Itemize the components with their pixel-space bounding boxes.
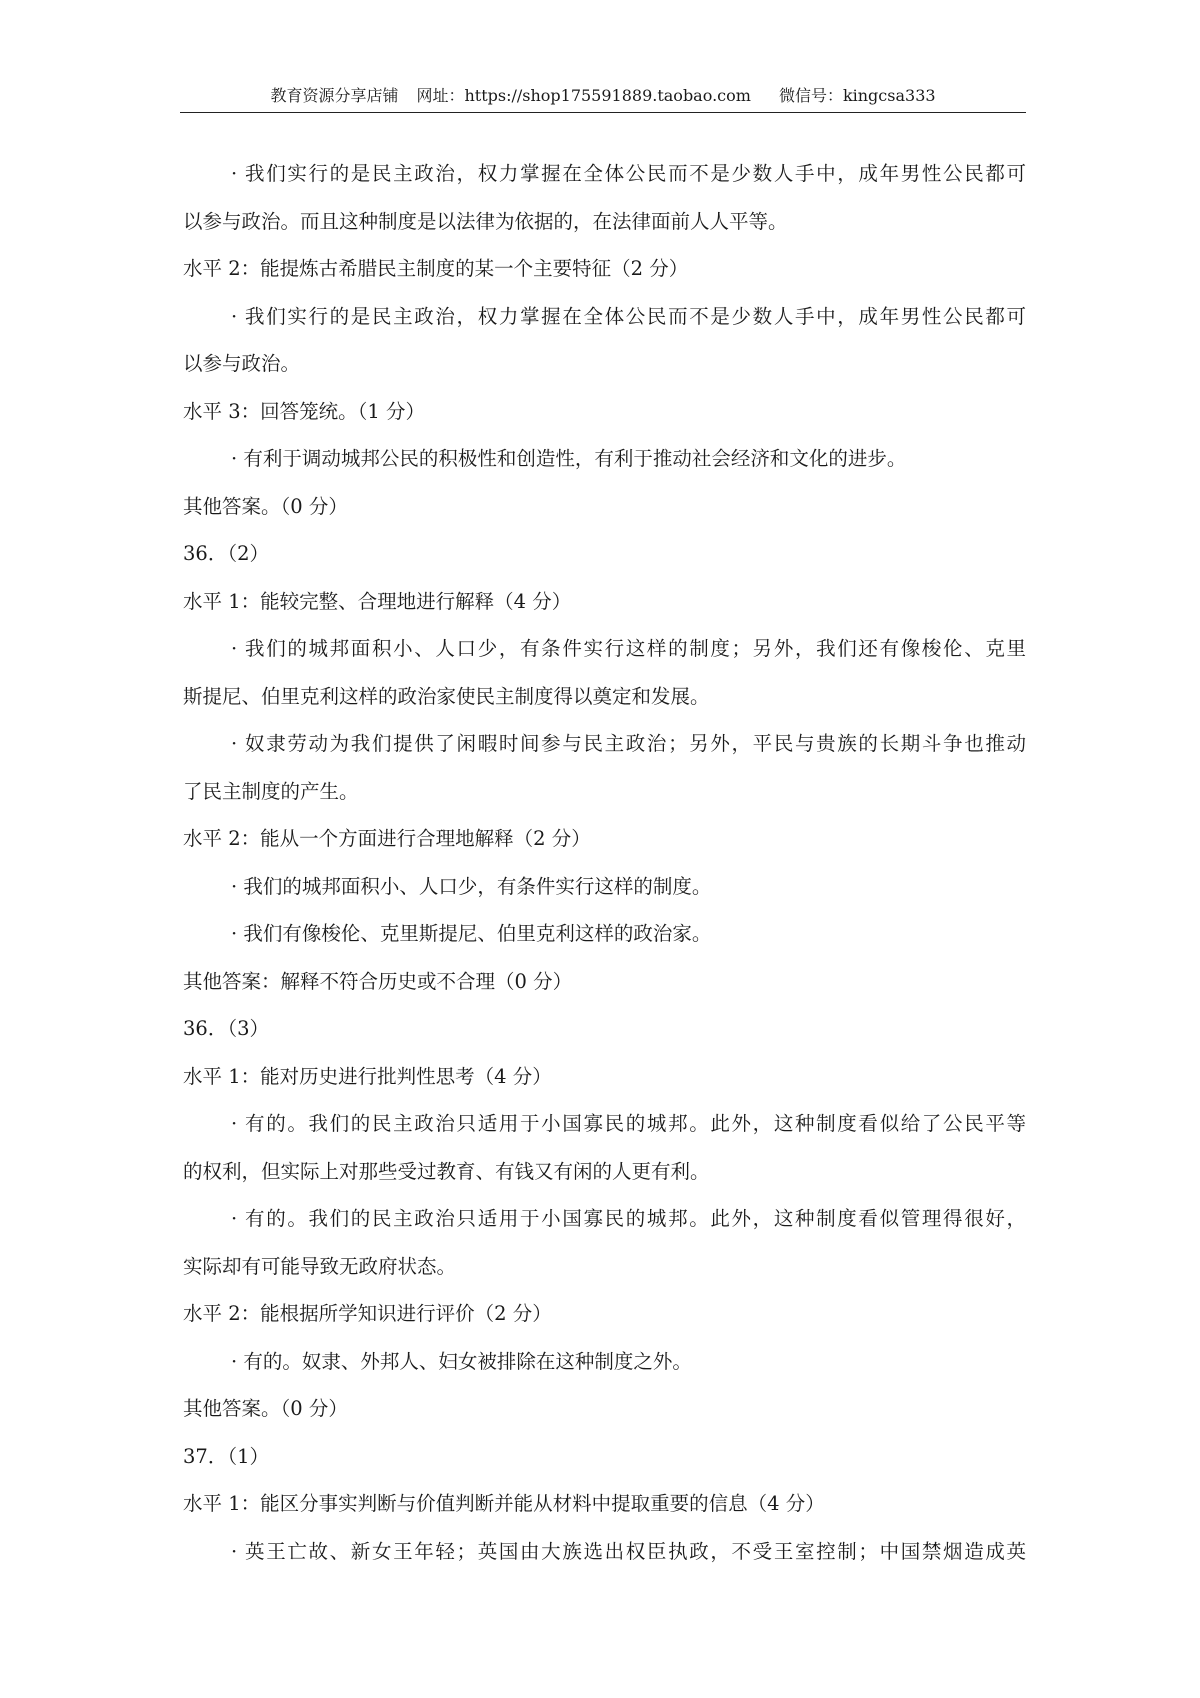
level-heading: 水平 2：能根据所学知识进行评价（2 分）: [183, 1302, 552, 1325]
bullet-text-line: · 我们实行的是民主政治，权力掌握在全体公民而不是少数人手中，成年男性公民都可: [231, 162, 1026, 185]
level-heading: 水平 1：能较完整、合理地进行解释（4 分）: [183, 589, 572, 613]
continuation-text-line: 以参与政治。: [183, 352, 301, 375]
bullet-text-line: · 我们的城邦面积小、人口少，有条件实行这样的制度。: [231, 874, 712, 898]
question-number: 36．（2）: [183, 542, 269, 565]
bullet-text-line: · 有的。奴隶、外邦人、妇女被排除在这种制度之外。: [231, 1349, 692, 1373]
continuation-text-line: 了民主制度的产生。: [183, 779, 359, 803]
bullet-text-line: · 有的。我们的民主政治只适用于小国寡民的城邦。此外，这种制度看似给了公民平等: [231, 1112, 1026, 1135]
level-heading: 水平 1：能区分事实判断与价值判断并能从材料中提取重要的信息（4 分）: [183, 1492, 825, 1515]
bullet-text-line: · 奴隶劳动为我们提供了闲暇时间参与民主政治；另外，平民与贵族的长期斗争也推动: [231, 732, 1026, 755]
bullet-text-line: · 英王亡故、新女王年轻；英国由大族选出权臣执政，不受王室控制；中国禁烟造成英: [231, 1539, 1026, 1563]
question-number: 37．（1）: [183, 1444, 269, 1468]
bullet-text-line: · 我们的城邦面积小、人口少，有条件实行这样的制度；另外，我们还有像梭伦、克里: [231, 637, 1026, 660]
continuation-text-line: 以参与政治。而且这种制度是以法律为依据的，在法律面前人人平等。: [183, 209, 788, 233]
bullet-text-line: · 有利于调动城邦公民的积极性和创造性，有利于推动社会经济和文化的进步。: [231, 447, 907, 470]
header-shop-url: 网址：https://shop175591889.taobao.com: [416, 86, 751, 105]
continuation-text-line: 斯提尼、伯里克利这样的政治家使民主制度得以奠定和发展。: [183, 684, 710, 708]
bullet-text-line: · 我们实行的是民主政治，权力掌握在全体公民而不是少数人手中，成年男性公民都可: [231, 304, 1026, 328]
other-answers-line: 其他答案。（0 分）: [183, 494, 348, 518]
level-heading: 水平 2：能从一个方面进行合理地解释（2 分）: [183, 827, 591, 850]
level-heading: 水平 2：能提炼古希腊民主制度的某一个主要特征（2 分）: [183, 257, 689, 280]
level-heading: 水平 1：能对历史进行批判性思考（4 分）: [183, 1064, 552, 1088]
continuation-text-line: 实际却有可能导致无政府状态。: [183, 1254, 457, 1278]
bullet-text-line: · 有的。我们的民主政治只适用于小国寡民的城邦。此外，这种制度看似管理得很好，: [231, 1207, 1026, 1230]
other-answers-line: 其他答案。（0 分）: [183, 1397, 348, 1420]
question-number: 36．（3）: [183, 1017, 269, 1040]
level-heading: 水平 3：回答笼统。（1 分）: [183, 399, 425, 423]
page-header: [180, 86, 1026, 113]
header-shop-name: 教育资源分享店铺: [270, 86, 399, 105]
answer-key-body: [183, 150, 1026, 1575]
other-answers-line: 其他答案：解释不符合历史或不合理（0 分）: [183, 969, 573, 993]
continuation-text-line: 的权利，但实际上对那些受过教育、有钱又有闲的人更有利。: [183, 1159, 710, 1183]
header-wechat-id: 微信号：kingcsa333: [778, 86, 936, 105]
bullet-text-line: · 我们有像梭伦、克里斯提尼、伯里克利这样的政治家。: [231, 922, 712, 945]
